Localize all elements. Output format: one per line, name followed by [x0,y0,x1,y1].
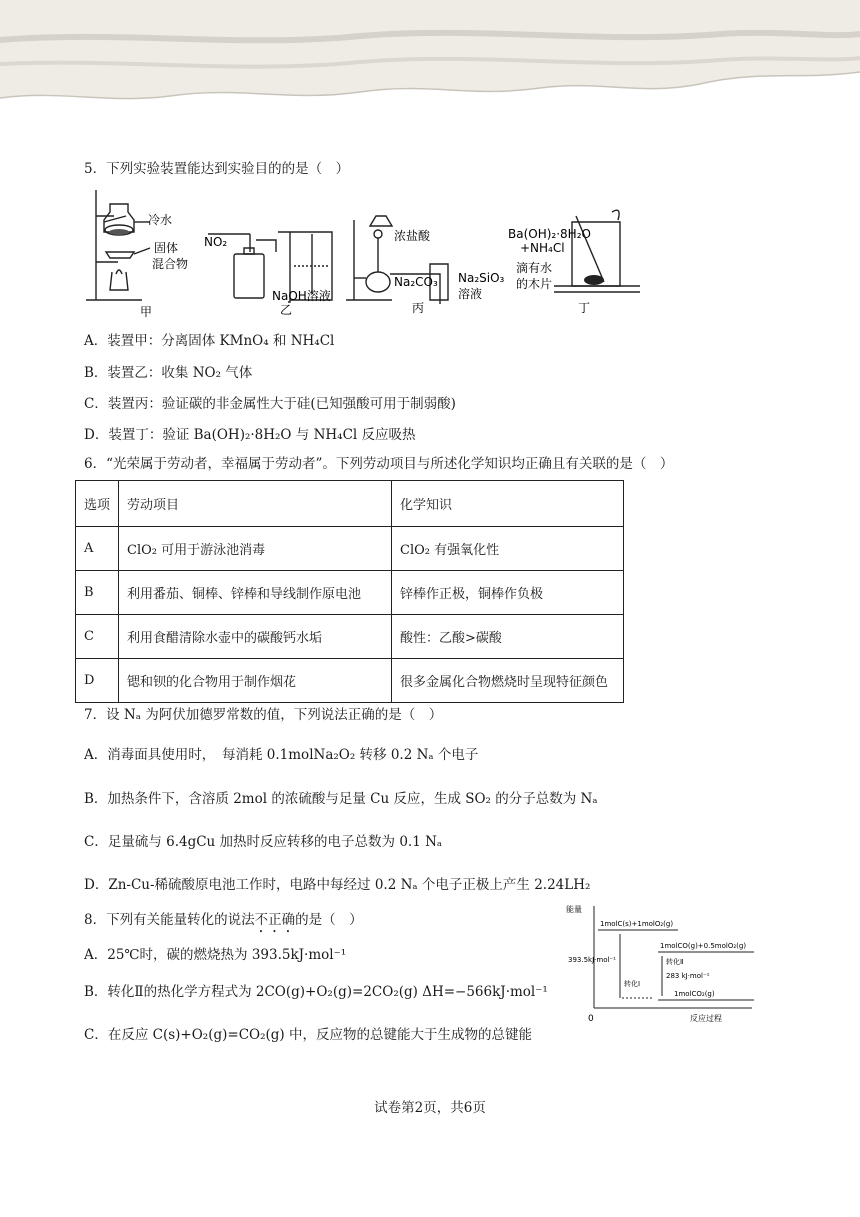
level-mid-label: 1molCO(g)+0.5molO₂(g) [660,942,747,950]
bing-acid-label: 浓盐酸 [394,229,431,243]
q7-option-a: A．消毒面具使用时， 每消耗 0.1molNa₂O₂ 转移 0.2 Nₐ 个电子 [84,747,479,763]
table-header-row [76,481,624,527]
bing-na2co3-label: Na₂CO₃ [394,275,438,289]
q8-option-c: C．在反应 C(s)+O₂(g)=CO₂(g) 中，反应物的总键能大于生成物的总键能 [84,1027,532,1043]
table-cell: D [76,659,119,703]
q8-stem-emphasis: 不正确 [254,912,296,928]
table-row [76,659,624,703]
q7-option-c: C．足量硫与 6.4gCu 加热时反应转移的电子总数为 0.1 Nₐ [84,834,443,850]
table-cell: 锶和钡的化合物用于制作烟花 [119,659,392,703]
table-cell: B [76,571,119,615]
table-cell: ClO₂ 可用于游泳池消毒 [119,527,392,571]
q5-stem: 5．下列实验装置能达到实验目的的是（ ） [84,161,350,177]
q8-stem-before: 8．下列有关能量转化的说法 [84,912,255,928]
header-cell: 选项 [76,481,119,527]
ding-name: 丁 [578,301,591,315]
energy-axis-label: 能量 [566,905,582,914]
table-cell: 很多金属化合物燃烧时呈现特征颜色 [392,659,624,703]
header-cell: 劳动项目 [119,481,392,527]
q5-option-d: D．装置丁：验证 Ba(OH)₂·8H₂O 与 NH₄Cl 反应吸热 [84,427,416,443]
q7-option-d: D．Zn-Cu-稀硫酸原电池工作时，电路中每经过 0.2 Nₐ 个电子正极上产生 2.24LH₂ [84,877,591,893]
yi-solution-label: NaOH溶液 [272,289,331,303]
table-cell: C [76,615,119,659]
q5-option-c: C．装置丙：验证碳的非金属性大于硅(已知强酸可用于制弱酸) [84,396,456,412]
process-axis-label: 反应过程 [690,1014,722,1023]
jia-solid-label-2: 混合物 [152,257,189,271]
table-row [76,615,624,659]
table-cell: 酸性：乙酸>碳酸 [392,615,624,659]
q6-stem: 6．“光荣属于劳动者，幸福属于劳动者”。下列劳动项目与所述化学知识均正确且有关联的是（ ） [84,456,674,472]
q8-stem [84,911,363,936]
q5-option-b: B．装置乙：收集 NO₂ 气体 [84,365,253,381]
header-cell: 化学知识 [392,481,624,527]
yi-name: 乙 [280,303,293,317]
q7-option-b: B．加热条件下，含溶质 2mol 的浓硫酸与足量 Cu 反应，生成 SO₂ 的分子总数为 Nₐ [84,791,598,807]
q8-energy-diagram [566,900,758,1026]
delta2-label: 283 kJ·mol⁻¹ [666,972,710,980]
q8-option-b: B．转化Ⅱ的热化学方程式为 2CO(g)+O₂(g)=2CO₂(g) ΔH=−566kJ·mol⁻¹ [84,984,548,1000]
jia-water-label: 冷水 [148,213,173,227]
table-cell: 利用番茄、铜棒、锌棒和导线制作原电池 [119,571,392,615]
path1-label: 转化Ⅰ [624,980,641,988]
level-bottom-label: 1molCO₂(g) [674,990,715,998]
bing-solution-label: 溶液 [458,287,483,301]
jia-solid-label: 固体 [154,241,179,255]
jia-name: 甲 [140,305,153,319]
q6-table [75,480,624,703]
q8-stem-after: 的是（ ） [295,912,363,928]
q7-stem: 7．设 Nₐ 为阿伏加德罗常数的值，下列说法正确的是（ ） [84,707,443,723]
q5-apparatus-figure [84,182,644,320]
bing-name: 丙 [412,301,425,315]
table-cell: 利用食醋清除水壶中的碳酸钙水垢 [119,615,392,659]
table-cell: 锌棒作正极，铜棒作负极 [392,571,624,615]
table-cell: A [76,527,119,571]
ding-reagent-label: Ba(OH)₂·8H₂O [508,227,591,241]
page-footer: 试卷第2页，共6页 [374,1100,486,1116]
q8-option-a: A．25℃时，碳的燃烧热为 393.5kJ·mol⁻¹ [84,947,347,963]
torn-paper-edge [0,0,860,118]
delta1-label: 393.5kJ·mol⁻¹ [568,956,616,964]
table-cell: ClO₂ 有强氧化性 [392,527,624,571]
table-row [76,527,624,571]
yi-gas-label: NO₂ [204,235,228,249]
ding-reagent-label-2: +NH₄Cl [520,241,565,255]
q5-option-a: A．装置甲：分离固体 KMnO₄ 和 NH₄Cl [84,333,335,349]
ding-wood-label-2: 的木片 [516,277,553,291]
origin-label: 0 [588,1014,594,1024]
table-row [76,571,624,615]
bing-na2sio3-label: Na₂SiO₃ [458,271,505,285]
ding-wood-label: 滴有水 [516,261,553,275]
path2-label: 转化Ⅱ [666,958,684,966]
level-top-label: 1molC(s)+1molO₂(g) [600,920,674,928]
